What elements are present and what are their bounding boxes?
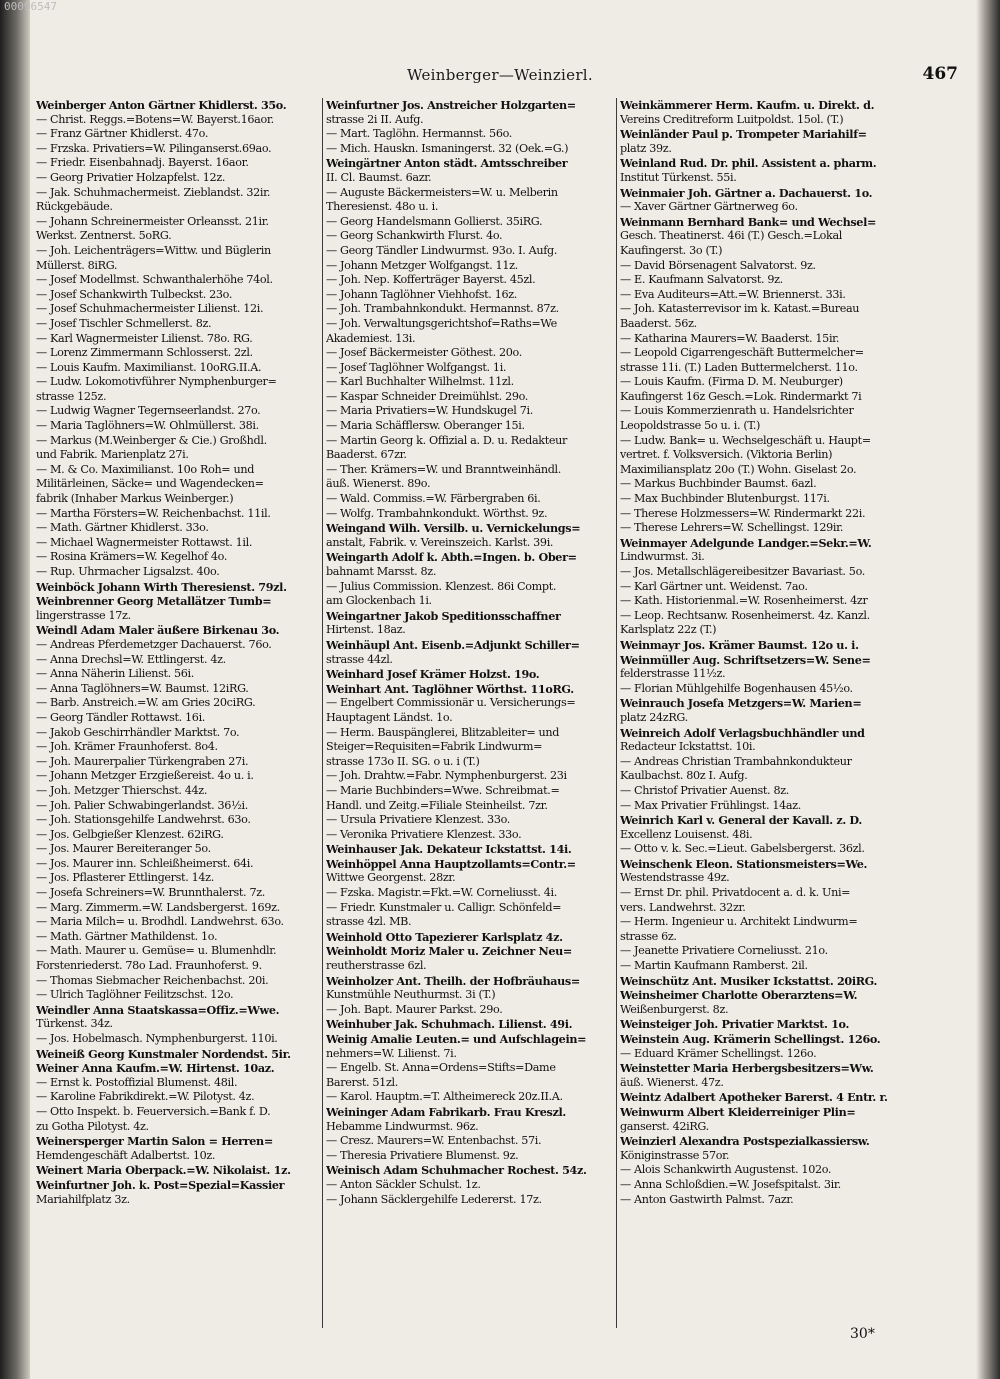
directory-entry-line: Weinberger Anton Gärtner Khidlerst. 35o.	[36, 98, 287, 112]
directory-entry-line: — Florian Mühlgehilfe Bogenhausen 45½o.	[620, 681, 853, 695]
directory-entry-line: — Johann Taglöhner Viehhofst. 16z.	[326, 287, 517, 301]
directory-entry-line: Weintz Adalbert Apotheker Barerst. 4 Entr. r.	[620, 1090, 888, 1105]
directory-entry-line: — Andreas Pferdemetzger Dachauerst. 76o.	[36, 637, 272, 651]
directory-entry-line: Weinhöppel Anna Hauptzollamts=Contr.=	[326, 856, 576, 871]
directory-entry-line: Weinholzer Ant. Theilh. der Hofbräuhaus=	[326, 973, 580, 988]
directory-entry-line: ganserst. 42iRG.	[620, 1119, 709, 1133]
directory-entry-line: Mariahilfplatz 3z.	[36, 1192, 130, 1206]
directory-entry-line: — Josef Schuhmachermeister Lilienst. 12i.	[36, 302, 264, 316]
running-head	[40, 66, 960, 90]
directory-entry-line: Weinstetter Maria Herbergsbesitzers=Ww.	[620, 1061, 874, 1076]
directory-entry-line: Weinrich Karl v. General der Kavall. z. D.	[620, 813, 862, 828]
directory-entry-line: — Wolfg. Trambahnkondukt. Wörthst. 9z.	[326, 506, 548, 520]
directory-entry-line: — Karol. Hauptm.=T. Altheimereck 20z.II.A.	[326, 1090, 563, 1104]
directory-entry-line: Türkenst. 34z.	[36, 1017, 113, 1031]
directory-entry-line: Weinmüller Aug. Schriftsetzers=W. Sene=	[620, 652, 871, 667]
directory-entry-line: — Jos. Pflasterer Ettlingerst. 14z.	[36, 871, 214, 885]
directory-entry-line: — Joh. Metzger Thierschst. 44z.	[36, 783, 208, 797]
directory-entry-line: — Joh. Leichenträgers=Wittw. und Büglerin	[36, 243, 271, 257]
directory-entry-line: — Franz Gärtner Khidlerst. 47o.	[36, 127, 209, 141]
directory-entry-line: — David Börsenagent Salvatorst. 9z.	[620, 258, 816, 272]
directory-entry-line: Leopoldstrasse 5o u. i. (T.)	[620, 419, 761, 433]
directory-entry-line: Weinhard Josef Krämer Holzst. 19o.	[326, 667, 540, 682]
signature-mark: 30*	[850, 1326, 875, 1342]
directory-entry-line: — Leop. Rechtsanw. Rosenheimerst. 4z. Kanzl.	[620, 608, 870, 622]
directory-entry-line: — Engelbert Commissionär u. Versicherungs=	[326, 696, 576, 710]
directory-entry-line: — Otto v. k. Sec.=Lieut. Gabelsbergerst. 36zl.	[620, 842, 865, 856]
directory-entry-line: — Anna Schloßdien.=W. Josefspitalst. 3ir.	[620, 1177, 841, 1191]
directory-entry-line: Weingand Wilh. Versilb. u. Vernickelungs=	[326, 521, 581, 536]
directory-entry-line: Weindler Anna Staatskassa=Offiz.=Wwe.	[36, 1002, 280, 1017]
directory-entry-line: Königinstrasse 57or.	[620, 1148, 730, 1162]
directory-entry-line: — Christ. Reggs.=Botens=W. Bayerst.16aor.	[36, 112, 274, 126]
directory-entry-line: — Friedr. Kunstmaler u. Calligr. Schönfeld=	[326, 900, 562, 914]
directory-entry-line: — Jeanette Privatiere Corneliusst. 21o.	[620, 944, 828, 958]
directory-entry-line: — Eva Auditeurs=Att.=W. Briennerst. 33i.	[620, 287, 846, 301]
directory-entry-line: — Ulrich Taglöhner Feilitzschst. 12o.	[36, 988, 234, 1002]
directory-entry-line: — Wald. Commiss.=W. Färbergraben 6i.	[326, 492, 541, 506]
directory-entry-line: Weinböck Johann Wirth Theresienst. 79zl.	[36, 579, 287, 594]
directory-entry-line: II. Cl. Baumst. 6azr.	[326, 170, 432, 184]
directory-entry-line: Theresienst. 48o u. i.	[326, 200, 439, 214]
directory-entry-line: Kaulbachst. 80z I. Aufg.	[620, 769, 748, 783]
directory-entry-line: Hebamme Lindwurmst. 96z.	[326, 1119, 479, 1133]
directory-entry-line: — Karoline Fabrikdirekt.=W. Pilotyst. 4z.	[36, 1090, 255, 1104]
directory-entry-line: Weingarth Adolf k. Abth.=Ingen. b. Ober=	[326, 550, 577, 565]
directory-entry-line: — Markus (M.Weinberger & Cie.) Großhdl.	[36, 433, 267, 447]
directory-entry-line: Handl. und Zeitg.=Filiale Steinheilst. 7zr.	[326, 798, 548, 812]
directory-entry-line: Weinschütz Ant. Musiker Ickstattst. 20iRG.	[620, 973, 878, 988]
directory-entry-line: strasse 173o II. SG. o u. i (T.)	[326, 754, 480, 768]
directory-entry-line: Forstenriederst. 78o Lad. Fraunhoferst. 9.	[36, 959, 262, 973]
directory-entry-line: Weinert Maria Oberpack.=W. Nikolaist. 1z.	[36, 1163, 291, 1178]
directory-entry-line: — Anton Säckler Schulst. 1z.	[326, 1177, 481, 1191]
directory-entry-line: Weinsteiger Joh. Privatier Marktst. 1o.	[620, 1017, 850, 1032]
directory-entry-line: — Louis Kaufm. Maximilianst. 10oRG.II.A.	[36, 360, 262, 374]
directory-entry-line: Weinhäupl Ant. Eisenb.=Adjunkt Schiller=	[326, 637, 580, 652]
directory-entry-line: — Georg Tändler Rottawst. 16i.	[36, 710, 205, 724]
directory-entry-line: Weininger Adam Fabrikarb. Frau Kreszl.	[326, 1104, 566, 1119]
page-number: 467	[922, 64, 958, 84]
directory-entry-line: Weinisch Adam Schuhmacher Rochest. 54z.	[326, 1163, 587, 1178]
directory-entry-line: lingerstrasse 17z.	[36, 608, 131, 622]
directory-entry-line: Weinland Rud. Dr. phil. Assistent a. pharm.	[620, 156, 877, 171]
directory-entry-line: Weinmayr Jos. Krämer Baumst. 12o u. i.	[620, 637, 859, 652]
directory-entry-line: — Maria Milch= u. Brodhdl. Landwehrst. 63o.	[36, 915, 284, 929]
directory-entry-line: Weinwurm Albert Kleiderreiniger Plin=	[620, 1104, 856, 1119]
directory-entry-line: — Therese Lehrers=W. Schellingst. 129ir.	[620, 521, 844, 535]
directory-entry-line: Rückgebäude.	[36, 200, 113, 214]
directory-column-1	[36, 98, 328, 1328]
directory-entry-line: felderstrasse 11½z.	[620, 667, 726, 681]
directory-entry-line: — Josefa Schreiners=W. Brunnthalerst. 7z.	[36, 886, 265, 900]
directory-entry-line: — Joh. Bapt. Maurer Parkst. 29o.	[326, 1002, 503, 1016]
directory-entry-line: strasse 4zl. MB.	[326, 915, 412, 929]
directory-entry-line: — Rosina Krämers=W. Kegelhof 4o.	[36, 550, 228, 564]
directory-entry-line: platz 39z.	[620, 141, 672, 155]
directory-entry-line: Weinrauch Josefa Metzgers=W. Marien=	[620, 696, 862, 711]
directory-entry-line: strasse 125z.	[36, 389, 107, 403]
directory-entry-line: — Jos. Maurer inn. Schleißheimerst. 64i.	[36, 856, 254, 870]
directory-entry-line: — Herm. Ingenieur u. Architekt Lindwurm=	[620, 915, 858, 929]
directory-entry-line: Akademiest. 13i.	[326, 331, 416, 345]
directory-entry-line: — Leopold Cigarrengeschäft Buttermelcher=	[620, 346, 864, 360]
directory-entry-line: — Anna Drechsl=W. Ettlingerst. 4z.	[36, 652, 226, 666]
directory-column-2	[326, 98, 618, 1328]
directory-entry-line: Weingärtner Anton städt. Amtsschreiber	[326, 156, 568, 171]
directory-entry-line: Weinländer Paul p. Trompeter Mariahilf=	[620, 127, 867, 142]
directory-entry-line: Weinmann Bernhard Bank= und Wechsel=	[620, 214, 876, 229]
directory-entry-line: äuß. Wienerst. 89o.	[326, 477, 431, 491]
directory-entry-line: — Johann Metzger Wolfgangst. 11z.	[326, 258, 518, 272]
directory-entry-line: bahnamt Marsst. 8z.	[326, 565, 437, 578]
directory-entry-line: — Mich. Hauskn. Ismaningerst. 32 (Oek.=G.)	[326, 141, 569, 155]
directory-entry-line: strasse 6z.	[620, 929, 677, 943]
directory-entry-line: Hauptagent Ländst. 1o.	[326, 710, 453, 724]
directory-entry-line: Weinhuber Jak. Schuhmach. Lilienst. 49i.	[326, 1017, 573, 1032]
directory-entry-line: — Joh. Maurerpalier Türkengraben 27i.	[36, 754, 249, 768]
directory-entry-line: — Jak. Schuhmachermeist. Zieblandst. 32ir.	[36, 185, 271, 199]
directory-entry-line: Weinmaier Joh. Gärtner a. Dachauerst. 1o.	[620, 185, 873, 200]
directory-entry-line: — Fzska. Magistr.=Fkt.=W. Corneliusst. 4i.	[326, 886, 557, 900]
directory-entry-line: reutherstrasse 6zl.	[326, 959, 427, 973]
directory-entry-line: Lindwurmst. 3i.	[620, 550, 705, 564]
directory-entry-line: zu Gotha Pilotyst. 4z.	[36, 1119, 149, 1133]
directory-entry-line: — Josef Bäckermeister Göthest. 20o.	[326, 346, 522, 360]
directory-entry-line: — M. & Co. Maximilianst. 10o Roh= und	[36, 462, 255, 476]
directory-entry-line: — Louis Kaufm. (Firma D. M. Neuburger)	[620, 375, 843, 389]
directory-entry-line: — Martin Kaufmann Ramberst. 2il.	[620, 959, 808, 973]
directory-entry-line: Karlsplatz 22z (T.)	[620, 623, 717, 637]
directory-entry-line: — Joh. Trambahnkondukt. Hermannst. 87z.	[326, 302, 559, 316]
directory-entry-line: — Eduard Krämer Schellingst. 126o.	[620, 1046, 817, 1060]
directory-entry-line: — Auguste Bäckermeisters=W. u. Melberin	[326, 185, 558, 199]
directory-entry-line: — Josef Modellmst. Schwanthalerhöhe 74ol.	[36, 273, 273, 287]
directory-entry-line: — Herm. Bauspänglerei, Blitzableiter= und	[326, 725, 560, 739]
directory-entry-line: Weinholdt Moriz Maler u. Zeichner Neu=	[326, 944, 572, 959]
directory-entry-line: — Christof Privatier Auenst. 8z.	[620, 783, 789, 797]
directory-entry-line: Steiger=Requisiten=Fabrik Lindwurm=	[326, 740, 543, 754]
directory-column-3	[620, 98, 912, 1328]
directory-entry-line: — Jos. Metallschlägereibesitzer Bavariast. 5o.	[620, 565, 865, 578]
directory-entry-line: Gesch. Theatinerst. 46i (T.) Gesch.=Lokal	[620, 229, 843, 243]
directory-entry-line: — Louis Kommerzienrath u. Handelsrichter	[620, 404, 854, 418]
directory-entry-line: Weiner Anna Kaufm.=W. Hirtenst. 10az.	[36, 1061, 275, 1076]
directory-entry-line: — Karl Wagnermeister Lilienst. 78o. RG.	[36, 331, 253, 345]
directory-entry-line: — Julius Commission. Klenzest. 86i Compt.	[326, 579, 557, 593]
directory-entry-line: — Alois Schankwirth Augustenst. 102o.	[620, 1163, 832, 1177]
directory-entry-line: — Georg Privatier Holzapfelst. 12z.	[36, 170, 226, 184]
directory-entry-line: strasse 11i. (T.) Laden Buttermelcherst. 11o.	[620, 360, 858, 374]
directory-entry-line: Excellenz Louisenst. 48i.	[620, 827, 753, 841]
directory-entry-line: — Ernst k. Postoffizial Blumenst. 48il.	[36, 1075, 238, 1089]
directory-entry-line: Maximiliansplatz 20o (T.) Wohn. Giselast 2o.	[620, 462, 857, 476]
directory-entry-line: Weinsheimer Charlotte Oberarztens=W.	[620, 988, 858, 1003]
directory-entry-line: Weinfurtner Joh. k. Post=Spezial=Kassier	[36, 1177, 285, 1192]
directory-entry-line: Vereins Creditreform Luitpoldst. 15ol. (T.)	[620, 112, 844, 126]
directory-entry-line: Militärleinen, Säcke= und Wagendecken=	[36, 477, 264, 491]
directory-entry-line: vers. Landwehrst. 32zr.	[620, 900, 746, 914]
directory-entry-line: — Ernst Dr. phil. Privatdocent a. d. k. Uni=	[620, 886, 851, 900]
directory-entry-line: — Max Buchbinder Blutenburgst. 117i.	[620, 492, 830, 506]
directory-entry-line: — Jos. Hobelmasch. Nymphenburgerst. 110i.	[36, 1032, 278, 1045]
directory-entry-line: — Otto Inspekt. b. Feuerversich.=Bank f. D.	[36, 1104, 271, 1118]
directory-entry-line: Weinfurtner Jos. Anstreicher Holzgarten=	[326, 98, 576, 112]
directory-entry-line: — Karl Gärtner unt. Weidenst. 7ao.	[620, 579, 808, 593]
directory-entry-line: am Glockenbach 1i.	[326, 594, 432, 608]
directory-entry-line: Weinzierl Alexandra Postspezialkassiersw.	[620, 1134, 870, 1149]
directory-entry-line: strasse 44zl.	[326, 652, 393, 666]
directory-entry-line: — Mart. Taglöhn. Hermannst. 56o.	[326, 127, 512, 141]
directory-entry-line: — Johann Säcklergehilfe Ledererst. 17z.	[326, 1192, 542, 1206]
directory-entry-line: — Markus Buchbinder Baumst. 6azl.	[620, 477, 817, 491]
directory-entry-line: Weinersperger Martin Salon = Herren=	[36, 1134, 273, 1149]
directory-entry-line: — Georg Schankwirth Flurst. 4o.	[326, 229, 503, 243]
directory-entry-line: Weinbrenner Georg Metallätzer Tumb=	[36, 594, 272, 609]
directory-entry-line: Weinhold Otto Tapezierer Karlsplatz 4z.	[326, 929, 563, 944]
directory-entry-line: — Ursula Privatiere Klenzest. 33o.	[326, 813, 510, 827]
directory-entry-line: Weinstein Aug. Krämerin Schellingst. 126o.	[620, 1032, 881, 1046]
directory-entry-line: — Georg Handelsmann Gollierst. 35iRG.	[326, 214, 543, 228]
directory-entry-line: strasse 2i II. Aufg.	[326, 112, 424, 126]
directory-entry-line: — Joh. Nep. Kofferträger Bayerst. 45zl.	[326, 273, 536, 287]
directory-entry-line: fabrik (Inhaber Markus Weinberger.)	[36, 492, 234, 506]
directory-entry-line: — Joh. Verwaltungsgerichtshof=Raths=We	[326, 316, 557, 330]
directory-entry-line: Weißenburgerst. 8z.	[620, 1002, 729, 1016]
directory-entry-line: und Fabrik. Marienplatz 27i.	[36, 448, 189, 462]
directory-entry-line: — Therese Holzmessers=W. Rindermarkt 22i.	[620, 506, 866, 520]
directory-entry-line: Weinmayer Adelgunde Landger.=Sekr.=W.	[620, 535, 872, 550]
directory-entry-line: Weinig Amalie Leuten.= und Aufschlagein=	[326, 1032, 587, 1046]
directory-entry-line: platz 24zRG.	[620, 710, 688, 724]
directory-entry-line: — Johann Schreinermeister Orleansst. 21ir.	[36, 214, 269, 228]
directory-entry-line: Westendstrasse 49z.	[620, 871, 730, 885]
directory-entry-line: nehmers=W. Lilienst. 7i.	[326, 1046, 457, 1060]
directory-entry-line: — Michael Wagnermeister Rottawst. 1il.	[36, 535, 253, 549]
directory-entry-line: — Martha Försters=W. Reichenbachst. 11il.	[36, 506, 271, 520]
directory-entry-line: — Maria Taglöhners=W. Ohlmüllerst. 38i.	[36, 419, 259, 433]
directory-entry-line: — Maria Schäfflersw. Oberanger 15i.	[326, 419, 525, 433]
directory-entry-line: Baaderst. 67zr.	[326, 448, 407, 462]
directory-entry-line: — Kath. Historienmal.=W. Rosenheimerst. 4zr	[620, 594, 868, 608]
directory-entry-line: — Joh. Palier Schwabingerlandst. 36½i.	[36, 798, 248, 812]
directory-entry-line: — Theresia Privatiere Blumenst. 9z.	[326, 1148, 519, 1162]
directory-entry-line: — Frzska. Privatiers=W. Pilinganserst.69ao.	[36, 141, 272, 155]
directory-entry-line: anstalt, Fabrik. v. Vereinszeich. Karlst. 39i.	[326, 535, 554, 549]
directory-entry-line: — Jakob Geschirrhändler Marktst. 7o.	[36, 725, 240, 739]
directory-entry-line: — Anna Näherin Lilienst. 56i.	[36, 667, 194, 681]
directory-entry-line: — Marie Buchbinders=Wwe. Schreibmat.=	[326, 783, 560, 797]
directory-entry-line: — Johann Metzger Erzgießereist. 4o u. i.	[36, 769, 254, 783]
directory-entry-line: Kaufingerst 16z Gesch.=Lok. Rindermarkt 7i	[620, 389, 862, 403]
directory-entry-line: — Karl Buchhalter Wilhelmst. 11zl.	[326, 375, 514, 389]
directory-entry-line: Weinschenk Eleon. Stationsmeisters=We.	[620, 856, 868, 871]
directory-entry-line: — Max Privatier Frühlingst. 14az.	[620, 798, 801, 812]
directory-entry-line: — Barb. Anstreich.=W. am Gries 20ciRG.	[36, 696, 256, 710]
directory-entry-line: — Ludwig Wagner Tegernseerlandst. 27o.	[36, 404, 261, 418]
directory-entry-line: Weinhauser Jak. Dekateur Ickstattst. 14i.	[326, 842, 572, 857]
directory-entry-line: — Jos. Maurer Bereiteranger 5o.	[36, 842, 211, 856]
directory-entry-line: Weingartner Jakob Speditionsschaffner	[326, 608, 561, 623]
directory-entry-line: — Xaver Gärtner Gärtnerweg 6o.	[620, 200, 798, 214]
directory-entry-line: — Josef Taglöhner Wolfgangst. 1i.	[326, 360, 507, 374]
directory-entry-line: — Josef Schankwirth Tulbeckst. 23o.	[36, 287, 233, 301]
directory-entry-line: Barerst. 51zl.	[326, 1075, 398, 1089]
directory-entry-line: — Ther. Krämers=W. und Branntweinhändl.	[326, 462, 561, 476]
directory-entry-line: Hirtenst. 18az.	[326, 623, 406, 637]
directory-entry-line: — Ludw. Bank= u. Wechselgeschäft u. Haupt=	[620, 433, 871, 447]
directory-entry-line: Müllerst. 8iRG.	[36, 258, 118, 272]
directory-entry-line: — Math. Gärtner Khidlerst. 33o.	[36, 521, 209, 535]
directory-entry-line: vertret. f. Volksversich. (Viktoria Berlin)	[620, 448, 833, 462]
directory-entry-line: Werkst. Zentnerst. 5oRG.	[36, 229, 172, 243]
directory-entry-line: — Cresz. Maurers=W. Entenbachst. 57i.	[326, 1134, 542, 1148]
directory-entry-line: — E. Kaufmann Salvatorst. 9z.	[620, 273, 783, 287]
directory-entry-line: — Josef Tischler Schmellerst. 8z.	[36, 316, 212, 330]
directory-entry-line: — Rup. Uhrmacher Ligsalzst. 40o.	[36, 565, 220, 578]
directory-entry-line: — Friedr. Eisenbahnadj. Bayerst. 16aor.	[36, 156, 249, 170]
running-title: Weinberger—Weinzierl.	[407, 66, 593, 84]
directory-entry-line: Baaderst. 56z.	[620, 316, 697, 330]
directory-entry-line: — Andreas Christian Trambahnkondukteur	[620, 754, 852, 768]
directory-entry-line: — Martin Georg k. Offizial a. D. u. Redakteur	[326, 433, 567, 447]
directory-entry-line: — Joh. Katasterrevisor im k. Katast.=Bureau	[620, 302, 860, 316]
directory-entry-line: — Anna Taglöhners=W. Baumst. 12iRG.	[36, 681, 249, 695]
directory-entry-line: — Ludw. Lokomotivführer Nymphenburger=	[36, 375, 277, 389]
directory-entry-line: — Katharina Maurers=W. Baaderst. 15ir.	[620, 331, 840, 345]
directory-entry-line: — Georg Tändler Lindwurmst. 93o. I. Aufg.	[326, 243, 558, 257]
directory-entry-line: — Math. Maurer u. Gemüse= u. Blumenhdlr.	[36, 944, 277, 958]
page-edge-shadow	[976, 0, 1000, 1379]
directory-entry-line: — Joh. Krämer Fraunhoferst. 8o4.	[36, 740, 218, 754]
directory-entry-line: — Veronika Privatiere Klenzest. 33o.	[326, 827, 522, 841]
directory-entry-line: — Lorenz Zimmermann Schlosserst. 2zl.	[36, 346, 253, 360]
directory-entry-line: — Marg. Zimmerm.=W. Landsbergerst. 169z.	[36, 900, 280, 914]
directory-entry-line: Redacteur Ickstattst. 10i.	[620, 740, 756, 754]
scan-identifier: 00096547	[4, 0, 57, 13]
directory-entry-line: — Engelb. St. Anna=Ordens=Stifts=Dame	[326, 1061, 556, 1075]
directory-entry-line: — Math. Gärtner Mathildenst. 1o.	[36, 929, 218, 943]
directory-entry-line: Weindl Adam Maler äußere Birkenau 3o.	[36, 623, 280, 638]
directory-entry-line: Weineiß Georg Kunstmaler Nordendst. 5ir.	[36, 1046, 291, 1061]
directory-entry-line: Weinkämmerer Herm. Kaufm. u. Direkt. d.	[620, 98, 875, 112]
directory-entry-line: — Joh. Stationsgehilfe Landwehrst. 63o.	[36, 813, 251, 827]
directory-entry-line: — Joh. Drahtw.=Fabr. Nymphenburgerst. 23i	[326, 769, 567, 783]
directory-entry-line: — Anton Gastwirth Palmst. 7azr.	[620, 1192, 794, 1206]
directory-entry-line: — Maria Privatiers=W. Hundskugel 7i.	[326, 404, 533, 418]
column-divider	[616, 98, 617, 1328]
directory-entry-line: Weinhart Ant. Taglöhner Wörthst. 11oRG.	[326, 681, 574, 696]
directory-entry-line: — Thomas Siebmacher Reichenbachst. 20i.	[36, 973, 269, 987]
directory-entry-line: Weinreich Adolf Verlagsbuchhändler und	[620, 725, 865, 740]
directory-entry-line: Wittwe Georgenst. 28zr.	[326, 871, 456, 885]
directory-entry-line: — Kaspar Schneider Dreimühlst. 29o.	[326, 389, 529, 403]
directory-entry-line: — Jos. Gelbgießer Klenzest. 62iRG.	[36, 827, 224, 841]
directory-entry-line: Institut Türkenst. 55i.	[620, 170, 737, 184]
directory-entry-line: Kaufingerst. 3o (T.)	[620, 243, 723, 257]
directory-entry-line: Hemdengeschäft Adalbertst. 10z.	[36, 1148, 216, 1162]
directory-entry-line: äuß. Wienerst. 47z.	[620, 1075, 724, 1089]
column-divider	[322, 98, 323, 1328]
book-spine-shadow	[0, 0, 30, 1379]
directory-entry-line: Kunstmühle Neuthurmst. 3i (T.)	[326, 988, 496, 1002]
